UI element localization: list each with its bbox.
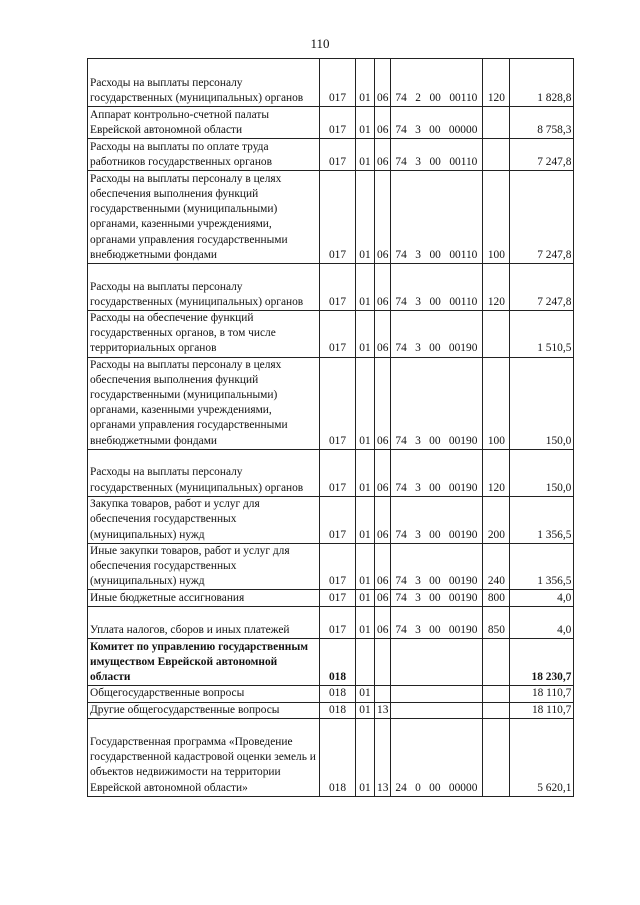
code-part: 00190 bbox=[448, 592, 478, 605]
row-name: Аппарат контрольно-счетной палаты Еврейской автономной области bbox=[88, 107, 320, 139]
row-name: Расходы на выплаты персоналу в целях обеспечения выполнения функций государственными (муниципальными) органами, казенными учреждениями, органами управления государственными внебюджетными фондами bbox=[88, 357, 320, 449]
table-row bbox=[88, 311, 574, 358]
code-part: 00110 bbox=[449, 91, 478, 104]
table-row bbox=[88, 107, 574, 139]
row-pr: 13 bbox=[375, 718, 391, 796]
target-article-code bbox=[393, 591, 480, 606]
row-gr: 017 bbox=[320, 264, 356, 311]
row-rz: 01 bbox=[356, 311, 375, 358]
table-row bbox=[88, 171, 574, 264]
row-rz: 01 bbox=[356, 686, 375, 702]
row-sum: 18 110,7 bbox=[510, 702, 574, 718]
row-vr: 100 bbox=[483, 171, 510, 264]
code-part: 2 bbox=[415, 91, 421, 104]
row-sum: 8 758,3 bbox=[510, 107, 574, 139]
table-row bbox=[88, 264, 574, 311]
target-article-code bbox=[393, 155, 480, 170]
table-row bbox=[88, 543, 574, 590]
row-vr: 850 bbox=[483, 607, 510, 639]
row-gr: 017 bbox=[320, 171, 356, 264]
table-row bbox=[88, 718, 574, 796]
row-gr: 017 bbox=[320, 496, 356, 543]
code-part: 3 bbox=[415, 575, 421, 588]
row-gr: 017 bbox=[320, 311, 356, 358]
row-pr: 06 bbox=[375, 449, 391, 496]
code-part: 74 bbox=[395, 575, 407, 588]
code-part: 74 bbox=[395, 155, 407, 168]
row-pr: 13 bbox=[375, 702, 391, 718]
row-pr: 06 bbox=[375, 59, 391, 107]
code-part: 74 bbox=[395, 434, 407, 447]
code-part: 00 bbox=[429, 295, 441, 308]
budget-table bbox=[87, 58, 574, 797]
code-part: 00190 bbox=[448, 575, 478, 588]
row-name: Расходы на выплаты персоналу государственных (муниципальных) органов bbox=[88, 59, 320, 107]
row-pr: 06 bbox=[375, 264, 391, 311]
row-cs bbox=[391, 357, 483, 449]
code-part: 00190 bbox=[448, 624, 478, 637]
table-row bbox=[88, 702, 574, 718]
row-rz bbox=[356, 639, 375, 686]
row-cs bbox=[391, 543, 483, 590]
row-cs bbox=[391, 139, 483, 171]
row-sum: 1 510,5 bbox=[510, 311, 574, 358]
row-gr: 017 bbox=[320, 449, 356, 496]
code-part: 00 bbox=[429, 481, 441, 494]
code-part: 3 bbox=[415, 592, 421, 605]
row-rz: 01 bbox=[356, 496, 375, 543]
row-rz: 01 bbox=[356, 590, 375, 607]
table-row bbox=[88, 449, 574, 496]
row-pr: 06 bbox=[375, 590, 391, 607]
code-part: 00 bbox=[429, 248, 441, 261]
row-vr bbox=[483, 311, 510, 358]
row-sum: 7 247,8 bbox=[510, 139, 574, 171]
row-name: Общегосударственные вопросы bbox=[88, 686, 320, 702]
row-name: Расходы на выплаты персоналу в целях обеспечения выполнения функций государственными (муниципальными) органами, казенными учреждениями, органами управления государственными внебюджетными фондами bbox=[88, 171, 320, 264]
row-gr: 018 bbox=[320, 686, 356, 702]
row-cs bbox=[391, 718, 483, 796]
row-name: Уплата налогов, сборов и иных платежей bbox=[88, 607, 320, 639]
row-name: Комитет по управлению государственным имуществом Еврейской автономной области bbox=[88, 639, 320, 686]
row-sum: 1 356,5 bbox=[510, 496, 574, 543]
target-article-code bbox=[393, 781, 480, 796]
target-article-code bbox=[393, 341, 480, 356]
row-sum: 150,0 bbox=[510, 357, 574, 449]
row-cs bbox=[391, 702, 483, 718]
table-row bbox=[88, 607, 574, 639]
row-vr bbox=[483, 107, 510, 139]
target-article-code bbox=[393, 123, 480, 138]
row-sum: 4,0 bbox=[510, 590, 574, 607]
page-number: 110 bbox=[310, 36, 330, 51]
code-part: 74 bbox=[395, 91, 407, 104]
row-pr: 06 bbox=[375, 496, 391, 543]
row-gr: 017 bbox=[320, 107, 356, 139]
row-gr: 017 bbox=[320, 543, 356, 590]
row-gr: 018 bbox=[320, 702, 356, 718]
row-rz: 01 bbox=[356, 718, 375, 796]
code-part: 0 bbox=[415, 781, 421, 794]
row-rz: 01 bbox=[356, 264, 375, 311]
row-sum: 150,0 bbox=[510, 449, 574, 496]
code-part: 3 bbox=[415, 248, 421, 261]
code-part: 74 bbox=[395, 528, 407, 541]
code-part: 00190 bbox=[448, 434, 478, 447]
table-row bbox=[88, 139, 574, 171]
row-pr bbox=[375, 639, 391, 686]
table-row bbox=[88, 59, 574, 107]
row-pr: 06 bbox=[375, 139, 391, 171]
code-part: 74 bbox=[395, 123, 407, 136]
code-part: 00 bbox=[429, 528, 441, 541]
code-part: 24 bbox=[395, 781, 407, 794]
row-cs bbox=[391, 59, 483, 107]
row-vr: 120 bbox=[483, 264, 510, 311]
row-cs bbox=[391, 311, 483, 358]
row-cs bbox=[391, 449, 483, 496]
row-cs bbox=[391, 639, 483, 686]
row-gr: 017 bbox=[320, 607, 356, 639]
row-pr: 06 bbox=[375, 311, 391, 358]
row-name: Расходы на выплаты по оплате труда работников государственных органов bbox=[88, 139, 320, 171]
code-part: 74 bbox=[395, 295, 407, 308]
code-part: 3 bbox=[415, 123, 421, 136]
row-vr: 240 bbox=[483, 543, 510, 590]
table-row bbox=[88, 686, 574, 702]
row-vr: 200 bbox=[483, 496, 510, 543]
row-rz: 01 bbox=[356, 139, 375, 171]
row-name: Государственная программа «Проведение государственной кадастровой оценки земель и объектов недвижимости на территории Еврейской автономной области» bbox=[88, 718, 320, 796]
code-part: 74 bbox=[395, 342, 407, 355]
row-rz: 01 bbox=[356, 171, 375, 264]
row-sum: 18 230,7 bbox=[510, 639, 574, 686]
code-part: 00000 bbox=[448, 781, 478, 794]
row-name: Другие общегосударственные вопросы bbox=[88, 702, 320, 718]
code-part: 00 bbox=[429, 575, 441, 588]
row-gr: 018 bbox=[320, 639, 356, 686]
row-gr: 017 bbox=[320, 59, 356, 107]
code-part: 00190 bbox=[448, 528, 478, 541]
table-row bbox=[88, 357, 574, 449]
row-rz: 01 bbox=[356, 107, 375, 139]
row-name: Расходы на обеспечение функций государственных органов, в том числе территориальных органов bbox=[88, 311, 320, 358]
row-name: Расходы на выплаты персоналу государственных (муниципальных) органов bbox=[88, 264, 320, 311]
target-article-code bbox=[393, 295, 480, 310]
row-cs bbox=[391, 496, 483, 543]
table-row bbox=[88, 639, 574, 686]
row-pr: 06 bbox=[375, 171, 391, 264]
target-article-code bbox=[393, 248, 480, 263]
row-name: Расходы на выплаты персоналу государственных (муниципальных) органов bbox=[88, 449, 320, 496]
row-sum: 1 356,5 bbox=[510, 543, 574, 590]
row-cs bbox=[391, 590, 483, 607]
row-gr: 017 bbox=[320, 590, 356, 607]
row-sum: 7 247,8 bbox=[510, 171, 574, 264]
table-row bbox=[88, 590, 574, 607]
row-cs bbox=[391, 607, 483, 639]
code-part: 74 bbox=[395, 481, 407, 494]
row-rz: 01 bbox=[356, 702, 375, 718]
code-part: 00110 bbox=[449, 248, 478, 261]
code-part: 00 bbox=[429, 342, 441, 355]
code-part: 00 bbox=[429, 155, 441, 168]
code-part: 3 bbox=[415, 528, 421, 541]
code-part: 3 bbox=[415, 434, 421, 447]
row-pr: 06 bbox=[375, 107, 391, 139]
row-sum: 18 110,7 bbox=[510, 686, 574, 702]
code-part: 00 bbox=[429, 781, 441, 794]
target-article-code bbox=[393, 528, 480, 543]
row-vr: 120 bbox=[483, 59, 510, 107]
row-sum: 4,0 bbox=[510, 607, 574, 639]
row-pr bbox=[375, 686, 391, 702]
row-vr bbox=[483, 139, 510, 171]
row-sum: 7 247,8 bbox=[510, 264, 574, 311]
row-cs bbox=[391, 107, 483, 139]
row-vr bbox=[483, 718, 510, 796]
row-pr: 06 bbox=[375, 607, 391, 639]
row-rz: 01 bbox=[356, 357, 375, 449]
row-vr bbox=[483, 686, 510, 702]
code-part: 74 bbox=[395, 248, 407, 261]
row-vr bbox=[483, 639, 510, 686]
code-part: 3 bbox=[415, 342, 421, 355]
row-name: Иные бюджетные ассигнования bbox=[88, 590, 320, 607]
code-part: 00 bbox=[429, 592, 441, 605]
code-part: 00190 bbox=[448, 481, 478, 494]
target-article-code bbox=[393, 623, 480, 638]
row-rz: 01 bbox=[356, 59, 375, 107]
row-gr: 017 bbox=[320, 357, 356, 449]
code-part: 00 bbox=[429, 624, 441, 637]
target-article-code bbox=[393, 91, 480, 106]
row-gr: 018 bbox=[320, 718, 356, 796]
code-part: 3 bbox=[415, 624, 421, 637]
code-part: 00 bbox=[429, 123, 441, 136]
row-vr: 800 bbox=[483, 590, 510, 607]
row-name: Иные закупки товаров, работ и услуг для обеспечения государственных (муниципальных) нужд bbox=[88, 543, 320, 590]
row-name: Закупка товаров, работ и услуг для обеспечения государственных (муниципальных) нужд bbox=[88, 496, 320, 543]
row-cs bbox=[391, 171, 483, 264]
row-vr: 120 bbox=[483, 449, 510, 496]
row-rz: 01 bbox=[356, 543, 375, 590]
row-sum: 5 620,1 bbox=[510, 718, 574, 796]
row-vr bbox=[483, 702, 510, 718]
row-rz: 01 bbox=[356, 449, 375, 496]
row-pr: 06 bbox=[375, 543, 391, 590]
code-part: 74 bbox=[395, 624, 407, 637]
row-sum: 1 828,8 bbox=[510, 59, 574, 107]
row-vr: 100 bbox=[483, 357, 510, 449]
row-gr: 017 bbox=[320, 139, 356, 171]
code-part: 00 bbox=[429, 91, 441, 104]
row-pr: 06 bbox=[375, 357, 391, 449]
row-cs bbox=[391, 686, 483, 702]
code-part: 3 bbox=[415, 155, 421, 168]
code-part: 00110 bbox=[449, 155, 478, 168]
target-article-code bbox=[393, 434, 480, 449]
row-cs bbox=[391, 264, 483, 311]
code-part: 3 bbox=[415, 295, 421, 308]
code-part: 00 bbox=[429, 434, 441, 447]
code-part: 00190 bbox=[448, 342, 478, 355]
row-rz: 01 bbox=[356, 607, 375, 639]
code-part: 00110 bbox=[449, 295, 478, 308]
target-article-code bbox=[393, 574, 480, 589]
code-part: 00000 bbox=[448, 123, 478, 136]
target-article-code bbox=[393, 481, 480, 496]
code-part: 74 bbox=[395, 592, 407, 605]
code-part: 3 bbox=[415, 481, 421, 494]
table-row bbox=[88, 496, 574, 543]
